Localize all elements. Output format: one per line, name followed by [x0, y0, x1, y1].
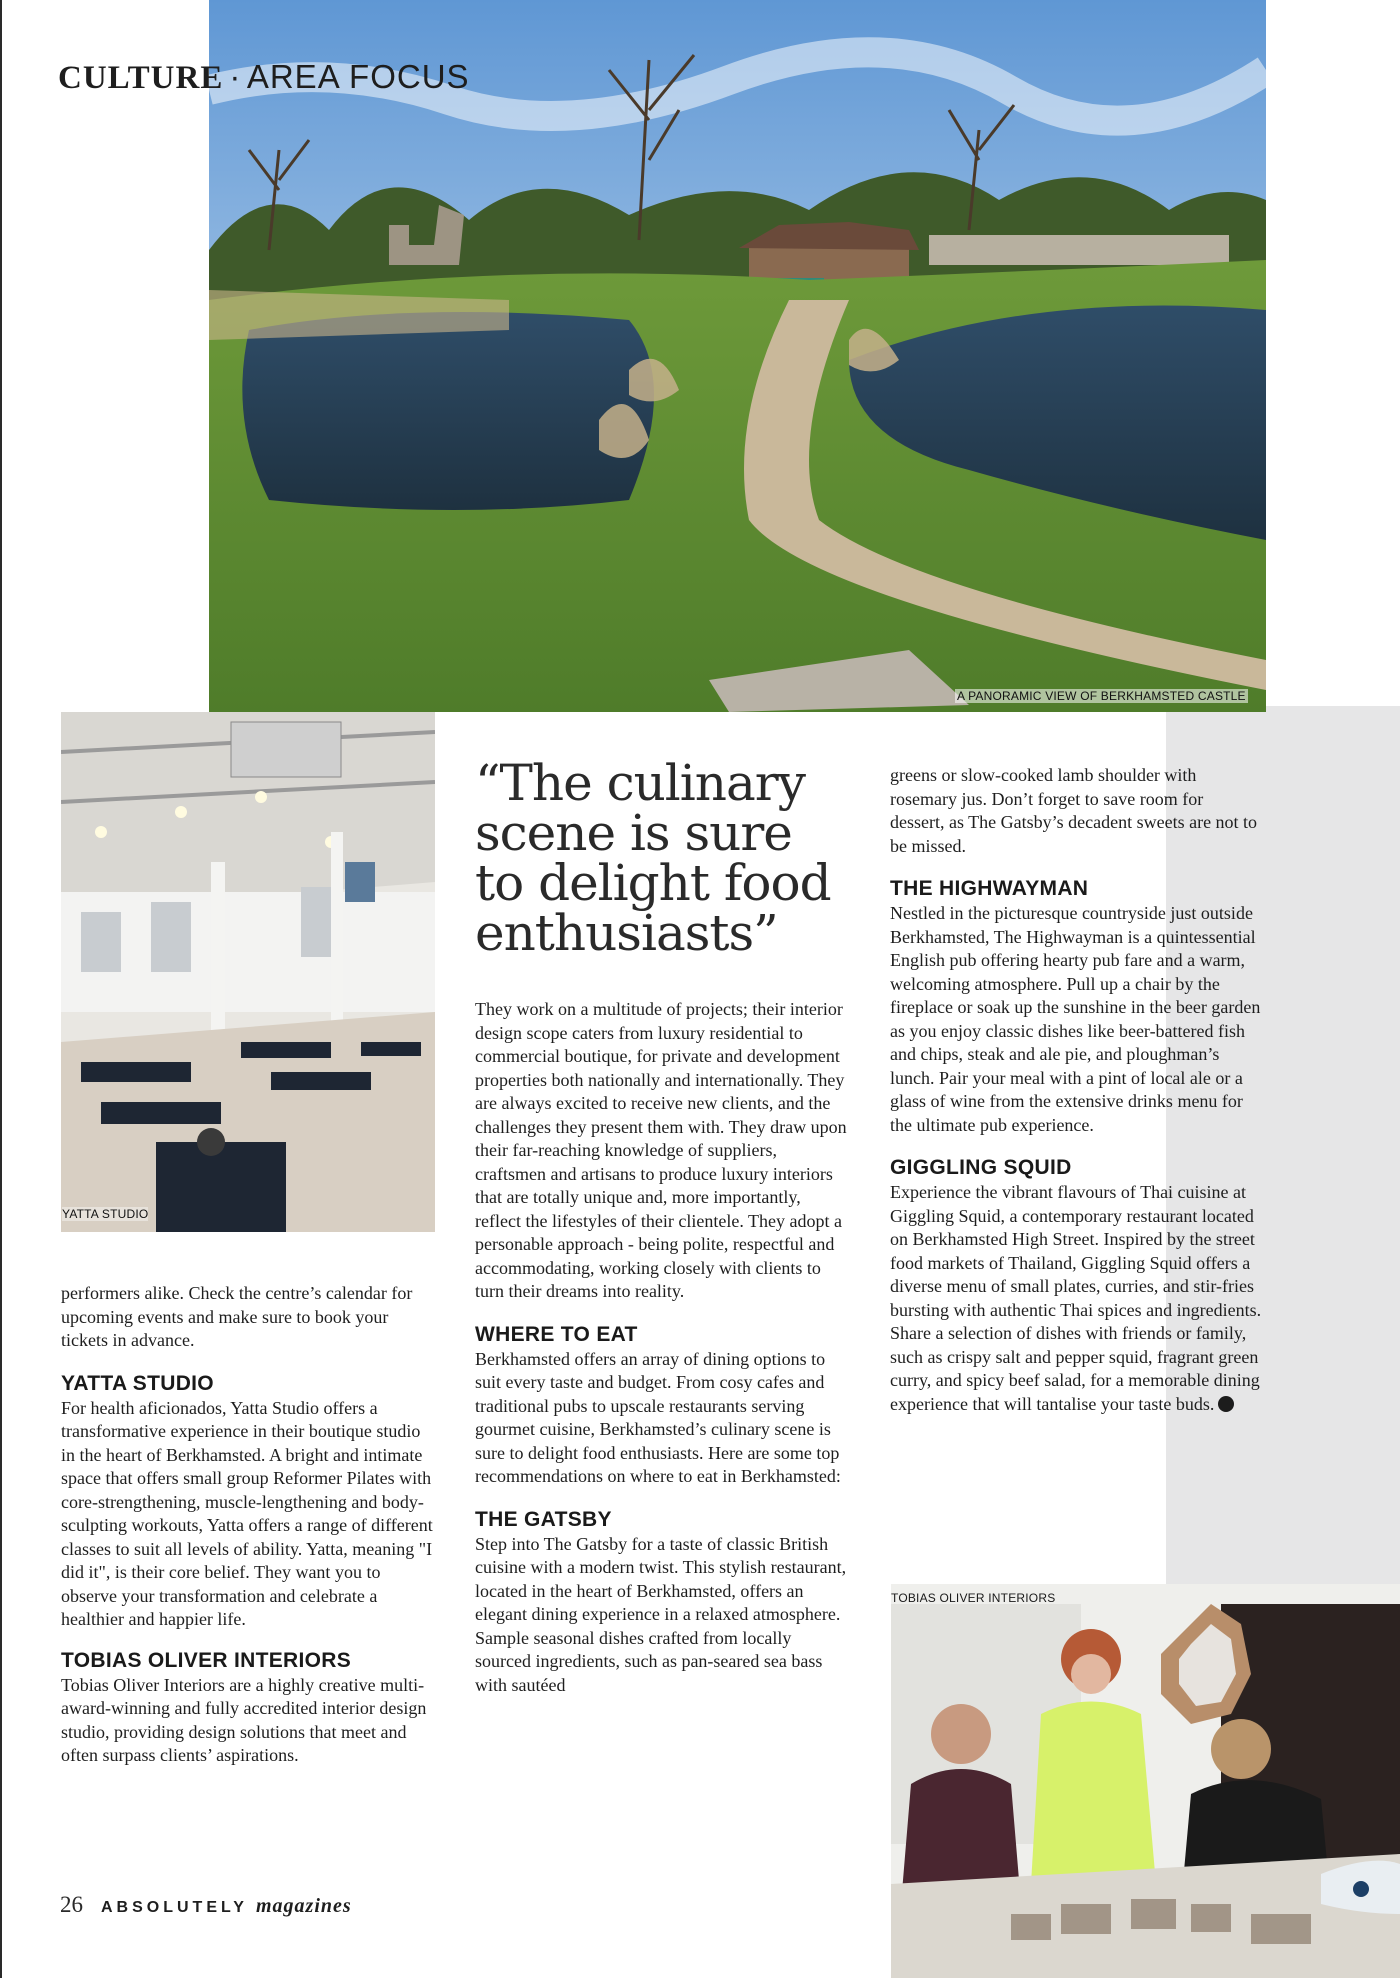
yatta-studio-paragraph: For health aficionados, Yatta Studio offers a transformative experience in their boutique studio in the heart of Berkhamsted. A bright and intimate space that offers small group Reformer Pilates with core-strengthening, muscle-lengthening and body-sculpting workouts, Yatta offers a range of different classes to suit all levels of ability. Yatta, meaning "I did it", is their core belief. They want you to observe your transformation and celebrate a healthier and happier life.: [61, 1397, 433, 1629]
section-header: [58, 58, 470, 97]
tobias-oliver-paragraph: Tobias Oliver Interiors are a highly creative multi-award-winning and fully accredited interior design studio, providing design solutions that meet and often surpass clients’ aspirations.: [61, 1674, 427, 1765]
pull-quote: “The culinary scene is sure to delight food enthusiasts”: [475, 754, 831, 962]
page-number: 26: [60, 1892, 83, 1917]
magazine-brand: ABSOLUTELY: [101, 1899, 248, 1916]
where-to-eat-heading: WHERE TO EAT: [475, 1322, 638, 1346]
gatsby-continued-paragraph: greens or slow-cooked lamb shoulder with rosemary jus. Don’t forget to save room for dessert, as The Gatsby’s decadent sweets are not to be missed.: [890, 765, 1258, 856]
tobias-oliver-heading: TOBIAS OLIVER INTERIORS: [61, 1648, 352, 1672]
magazine-brand-suffix: magazines: [255, 1895, 352, 1917]
left-edge-rule: [0, 0, 2, 1978]
the-gatsby-heading: THE GATSBY: [475, 1507, 612, 1531]
the-highwayman-heading: THE HIGHWAYMAN: [890, 877, 1089, 900]
article-end-icon: [1218, 1396, 1234, 1412]
giggling-squid-heading: GIGGLING SQUID: [890, 1156, 1072, 1179]
yatta-studio-caption: YATTA STUDIO: [62, 1207, 149, 1221]
hero-photo-berkhamsted-castle: [209, 0, 1266, 712]
where-to-eat-paragraph: Berkhamsted offers an array of dining options to suit every taste and budget. From cosy cafes and traditional pubs to upscale restaurants serving gourmet cuisine, Berkhamsted’s culinary scene is sure to delight food enthusiasts. Here are some top recommendations on where to eat in Berkhamsted:: [475, 1348, 841, 1486]
tobias-oliver-interiors-photo: [891, 1584, 1400, 1978]
section-separator: ·: [229, 58, 241, 95]
yatta-studio-photo: [61, 712, 435, 1232]
tobias-continued-paragraph: They work on a multitude of projects; their interior design scope caters from luxury residential to commercial boutique, for private and development properties both nationally and internationally. They are always excited to receive new clients, and the challenges they present them with. They draw upon their far-reaching knowledge of suppliers, craftsmen and artisans to produce luxury interiors that are totally unique and, more importantly, reflect the lifestyles of their clientele. They adopt a personable approach - being polite, respectful and accommodating, working closely with clients to turn their dreams into reality.: [475, 999, 847, 1301]
the-gatsby-paragraph: Step into The Gatsby for a taste of classic British cuisine with a modern twist. This stylish restaurant, located in the heart of Berkhamsted, offers an elegant dining experience in a relaxed atmosphere. Sample seasonal dishes crafted from locally sourced ingredients, such as pan-seared sea bass with sautéed: [475, 1533, 847, 1695]
hero-caption: A PANORAMIC VIEW OF BERKHAMSTED CASTLE: [957, 689, 1246, 703]
page-footer: [60, 1892, 352, 1918]
subsection-label: AREA FOCUS: [246, 58, 470, 95]
column-1: [61, 1282, 433, 1768]
yatta-studio-heading: YATTA STUDIO: [61, 1371, 214, 1395]
intro-paragraph: performers alike. Check the centre’s calendar for upcoming events and make sure to book your tickets in advance.: [61, 1283, 413, 1350]
tobias-oliver-caption: TOBIAS OLIVER INTERIORS: [891, 1591, 1056, 1605]
column-3: [890, 764, 1262, 1416]
giggling-squid-paragraph: [890, 1181, 1262, 1416]
giggling-squid-text: Experience the vibrant flavours of Thai cuisine at Giggling Squid, a contemporary restaurant located on Berkhamsted High Street. Inspired by the street food markets of Thailand, Giggling Squid offers a diverse menu of small plates, curries, and stir-fries bursting with authentic Thai spices and ingredients. Share a selection of dishes with friends or family, such as crispy salt and pepper squid, fragrant green curry, and spicy beef salad, for a memorable dining experience that will tantalise your taste buds.: [890, 1182, 1262, 1414]
column-2: [475, 998, 847, 1697]
the-highwayman-paragraph: Nestled in the picturesque countryside just outside Berkhamsted, The Highwayman is a quintessential English pub offering hearty pub fare and a warm, welcoming atmosphere. Pull up a chair by the fireplace or soak up the sunshine in the beer garden as you enjoy classic dishes like beer-battered fish and chips, steak and ale pie, and ploughman’s lunch. Pair your meal with a pint of local ale or a glass of wine from the extensive drinks menu for the ultimate pub experience.: [890, 903, 1261, 1135]
section-label: CULTURE: [58, 60, 224, 96]
